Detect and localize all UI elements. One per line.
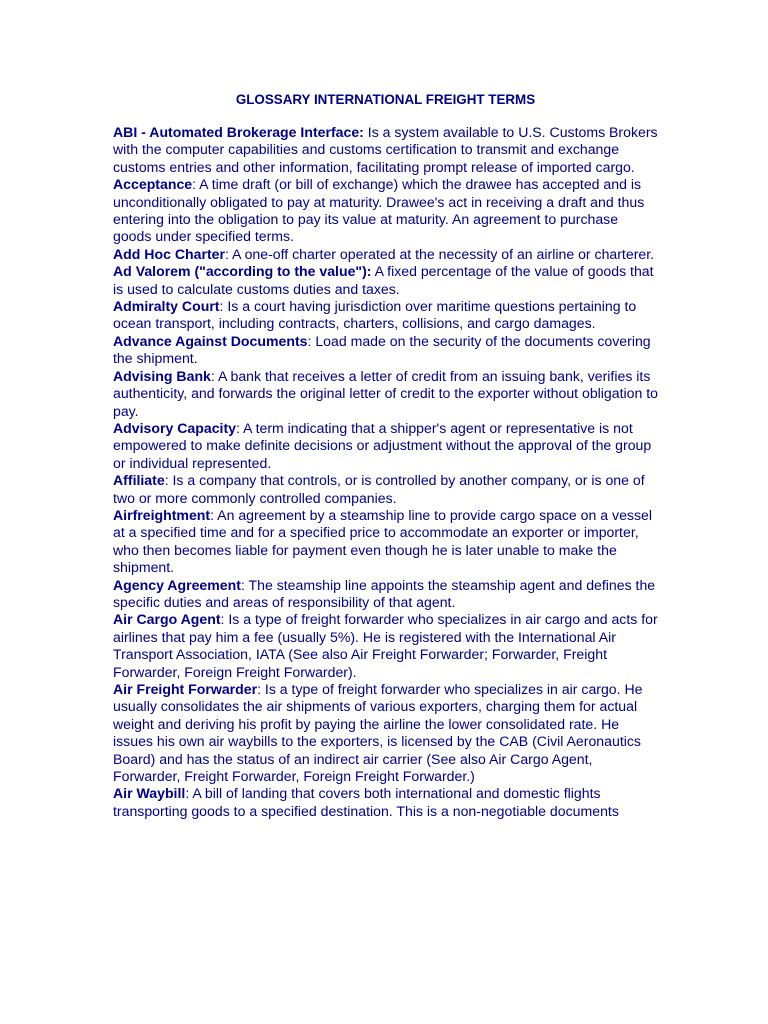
glossary-definition: : Is a type of freight forwarder who specializes in air cargo and acts for airlines that pay him a fee (usually 5%). He is registered with the International Air Transport Association, IATA (See also Air Freight Forwarder; Forwarder, Freight Forwarder, Foreign Freight Forwarder). xyxy=(113,611,658,680)
glossary-list xyxy=(113,124,658,820)
glossary-definition: A fixed percentage of the value of goods that is used to calculate customs duties and taxes. xyxy=(113,263,654,297)
glossary-entry xyxy=(113,124,658,176)
glossary-term: Advising Bank xyxy=(113,367,211,384)
glossary-entry xyxy=(113,507,658,577)
glossary-entry xyxy=(113,611,658,681)
glossary-definition: : A time draft (or bill of exchange) which the drawee has accepted and is unconditionally obligated to pay at maturity. Drawee's act in receiving a draft and thus entering into the obligation to pay its value at maturity. An agreement to purchase goods under specified terms. xyxy=(113,176,645,245)
glossary-entry xyxy=(113,176,658,246)
glossary-term: Advisory Capacity xyxy=(113,419,236,436)
glossary-entry xyxy=(113,368,658,420)
glossary-definition: : Is a company that controls, or is controlled by another company, or is one of two or more commonly controlled companies. xyxy=(113,472,645,506)
glossary-definition: : A term indicating that a shipper's agent or representative is not empowered to make definite decisions or adjustment without the approval of the group or individual represented. xyxy=(113,419,652,471)
glossary-entry xyxy=(113,246,658,263)
glossary-definition: Is a system available to U.S. Customs Brokers with the computer capabilities and customs certification to transmit and exchange customs entries and other information, facilitating prompt release of imported cargo. xyxy=(113,124,658,175)
glossary-entry xyxy=(113,333,658,368)
glossary-entry xyxy=(113,420,658,472)
glossary-term: Airfreightment xyxy=(113,506,211,523)
glossary-term: Air Cargo Agent xyxy=(113,611,221,628)
glossary-term: ABI - Automated Brokerage Interface: xyxy=(113,124,364,140)
glossary-entry xyxy=(113,263,658,298)
glossary-definition: : Is a type of freight forwarder who specializes in air cargo. He usually consolidates the air shipments of various exporters, charging them for actual weight and deriving his profit by paying the airline the lower consolidated rate. He issues his own air waybills to the exporters, is licensed by the CAB (Civil Aeronautics Board) and has the status of an indirect air carrier (See also Air Cargo Agent, Forwarder, Freight Forwarder, Foreign Freight Forwarder.) xyxy=(113,681,643,785)
glossary-term: Air Waybill xyxy=(113,785,186,802)
glossary-entry xyxy=(113,785,658,820)
glossary-term: Ad Valorem ("according to the value"): xyxy=(113,263,372,280)
glossary-term: Add Hoc Charter xyxy=(113,245,225,262)
glossary-definition: : A one-off charter operated at the necessity of an airline or charterer. xyxy=(224,245,655,262)
glossary-definition: : Load made on the security of the documents covering the shipment. xyxy=(113,332,651,367)
glossary-entry xyxy=(113,577,658,612)
glossary-term: Advance Against Documents xyxy=(113,332,308,349)
glossary-term: Affiliate xyxy=(113,472,165,489)
page-title: GLOSSARY INTERNATIONAL FREIGHT TERMS xyxy=(235,92,536,107)
glossary-entry xyxy=(113,681,658,785)
glossary-term: Air Freight Forwarder xyxy=(113,681,258,697)
glossary-term: Agency Agreement xyxy=(113,576,241,593)
glossary-definition: : A bill of landing that covers both international and domestic flights transporting goods to a specified destination. This is a non-negotiable documents xyxy=(113,785,619,819)
glossary-definition: : The steamship line appoints the steamship agent and defines the specific duties and areas of responsibility of that agent. xyxy=(113,576,656,610)
glossary-term: Admiralty Court xyxy=(113,298,220,315)
glossary-definition: : Is a court having jurisdiction over maritime questions pertaining to ocean transport, including contracts, charters, collisions, and cargo damages. xyxy=(113,298,637,332)
glossary-definition: : A bank that receives a letter of credit from an issuing bank, verifies its authenticity, and forwards the original letter of credit to the exporter without obligation to pay. xyxy=(113,367,659,419)
glossary-definition: : An agreement by a steamship line to provide cargo space on a vessel at a specified time and for a specified price to accommodate an exporter or importer, who then becomes liable for payment even though he is later unable to make the shipment. xyxy=(113,506,652,576)
glossary-entry xyxy=(113,298,658,333)
glossary-entry xyxy=(113,472,658,507)
glossary-term: Acceptance xyxy=(113,176,193,193)
